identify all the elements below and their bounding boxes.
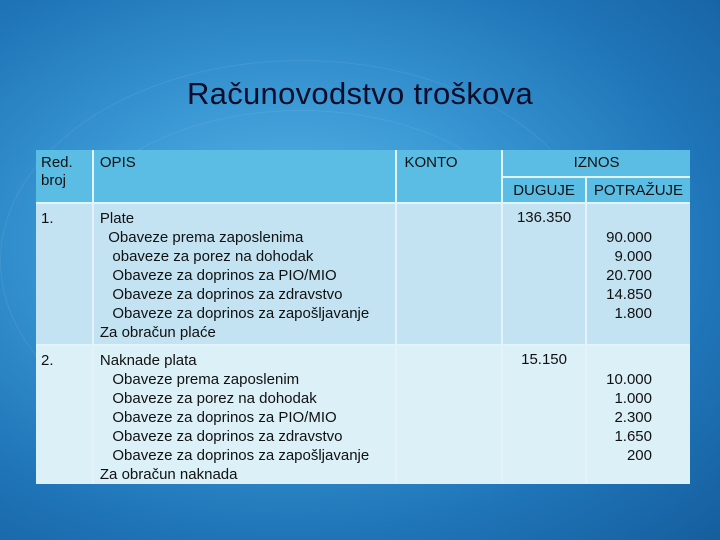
table-header-row [36, 150, 690, 176]
header-duguje: DUGUJE [503, 176, 587, 202]
row-description: Naknade plata Obaveze prema zaposlenim Obaveze za porez na dohodak Obaveze za doprinos za PIO/MIO Obaveze za doprinos za zdravstvo Obaveze za doprinos za zapošljavanje Za obračun naknada [94, 344, 397, 484]
table-row [36, 202, 690, 344]
page-title: Računovodstvo troškova [186, 76, 534, 111]
table-row [36, 344, 690, 484]
header-potrazuje: POTRAŽUJE [587, 176, 690, 202]
row-konto [397, 202, 504, 344]
row-duguje: 15.150 [503, 344, 587, 484]
header-red-broj: Red. broj [36, 150, 94, 202]
row-potrazuje: 90.000 9.000 20.700 14.850 1.800 [587, 202, 690, 344]
row-duguje: 136.350 [503, 202, 587, 344]
row-konto [397, 344, 504, 484]
row-number: 2. [36, 344, 94, 484]
cost-accounting-table [36, 150, 690, 484]
header-iznos: IZNOS [503, 150, 690, 176]
header-opis: OPIS [94, 150, 397, 202]
row-description: Plate Obaveze prema zaposlenima obaveze za porez na dohodak Obaveze za doprinos za PIO/MIO Obaveze za doprinos za zdravstvo Obaveze za doprinos za zapošljavanje Za obračun plaće [94, 202, 397, 344]
row-number: 1. [36, 202, 94, 344]
header-konto: KONTO [397, 150, 504, 202]
row-potrazuje: 10.000 1.000 2.300 1.650 200 [587, 344, 690, 484]
